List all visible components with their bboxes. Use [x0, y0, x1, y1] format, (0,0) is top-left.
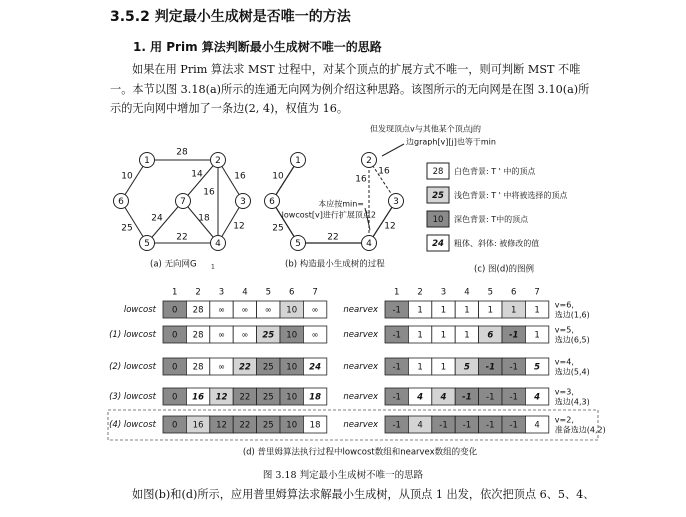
nearvex-cell-value: -1 [486, 392, 495, 403]
nearvex-column-header: 5 [487, 287, 494, 298]
lowcost-cell-value: 16 [192, 420, 204, 431]
lowcost-column-header: 6 [288, 287, 295, 298]
lowcost-cell-value: 25 [262, 420, 274, 431]
legend-swatch-value: 25 [432, 191, 444, 201]
legend-swatch-value: 10 [432, 215, 444, 225]
lowcost-column-header: 1 [171, 287, 178, 298]
lowcost-row-label: (4) lowcost [109, 420, 156, 430]
nearvex-cell-value: 1 [464, 330, 470, 341]
graph-a-caption: (a) 无向网G [150, 259, 197, 270]
nearvex-cell-value: 1 [417, 330, 423, 341]
nearvex-row-label: nearvex [343, 330, 378, 340]
graph-a-edge-weight: 28 [176, 147, 188, 158]
lowcost-row-label: (2) lowcost [109, 362, 156, 372]
graph-b-edge-weight: 10 [272, 171, 284, 182]
graph-b-vertex-label: 2 [366, 156, 372, 166]
lowcost-row-label: (1) lowcost [109, 330, 156, 340]
graph-b-annotation-top: 边graph[v][j]也等于min [406, 137, 496, 147]
graph-b-annotation-mid: 本应按min= [318, 199, 364, 209]
row-note: 选边(4,3) [554, 397, 590, 407]
legend-item-text: 白色背景: T ' 中的顶点 [454, 167, 536, 176]
row-note: 准备选边(4,2) [554, 425, 606, 435]
graph-a-edge-weight: 24 [151, 213, 163, 224]
lowcost-cell-value: 12 [216, 420, 227, 431]
paragraph-1: 如果在用 Prim 算法求 MST 过程中，对某个顶点的扩展方式不唯一，则可判断 MST 不唯一。本节以图 3.18(a)所示的连通无向网为例介绍这种思路。该图所示的无向网是在图 3.10(a)所示的无向网中增加了一条边(2, 4)，权值为 16。 [110, 63, 590, 115]
nearvex-cell-value: 1 [534, 330, 540, 341]
graph-a-vertex-label: 6 [118, 197, 124, 207]
graph-b-edge-weight: 22 [327, 232, 339, 243]
lowcost-cell-value: 28 [192, 330, 204, 341]
lowcost-cell-value: 0 [171, 420, 178, 431]
row-note: v=3, [554, 387, 574, 397]
lowcost-cell-value: ∞ [241, 305, 249, 316]
nearvex-cell-value: -1 [509, 392, 518, 403]
lowcost-cell-value: 10 [286, 330, 298, 341]
nearvex-cell-value: 4 [440, 392, 447, 403]
nearvex-cell-value: 1 [534, 305, 540, 316]
graph-a-edge-weight: 14 [191, 169, 203, 180]
nearvex-cell-value: 1 [464, 305, 470, 316]
nearvex-row-label: nearvex [343, 420, 378, 430]
lowcost-cell-value: 0 [171, 392, 178, 403]
nearvex-cell-value: 1 [440, 305, 447, 316]
graph-b-edge-weight: 25 [272, 223, 284, 234]
figure-caption: 图 3.18 判定最小生成树不唯一的思路 [262, 470, 424, 481]
lowcost-cell-value: ∞ [264, 305, 272, 316]
nearvex-cell-value: -1 [462, 420, 472, 431]
graph-a-vertex-label: 3 [240, 197, 246, 207]
graph-a-edge-weight: 10 [121, 171, 133, 182]
nearvex-cell-value: -1 [462, 392, 472, 403]
graph-b-edge-weight: 12 [384, 221, 396, 232]
lowcost-cell-value: 28 [192, 362, 204, 373]
lowcost-cell-value: ∞ [241, 330, 249, 341]
nearvex-row-label: nearvex [343, 392, 378, 402]
lowcost-column-header: 2 [195, 287, 201, 298]
nearvex-cell-value: -1 [439, 420, 448, 431]
lowcost-cell-value: 12 [215, 392, 228, 403]
lowcost-cell-value: 16 [192, 392, 205, 403]
nearvex-cell-value: 1 [417, 305, 423, 316]
nearvex-cell-value: -1 [486, 420, 495, 431]
legend-item-text: 浅色背景: T ' 中将被选择的顶点 [454, 191, 568, 200]
lowcost-cell-value: 18 [309, 392, 322, 403]
graph-a-edge-weight: 16 [234, 171, 246, 182]
graph-a-edge-weight: 12 [233, 221, 245, 232]
lowcost-cell-value: 0 [171, 330, 178, 341]
section-title: 3.5.2 判定最小生成树是否唯一的方法 [110, 9, 351, 25]
graph-a-edge-weight: 18 [198, 213, 210, 224]
row-note: v=6, [554, 300, 574, 310]
graph-a-edge-weight: 22 [176, 232, 188, 243]
lowcost-cell-value: 0 [171, 305, 178, 316]
nearvex-cell-value: -1 [392, 362, 401, 373]
graph-b-annotation-mid: lowcost[v]进行扩展顶点2 [281, 210, 376, 220]
nearvex-row-label: nearvex [343, 362, 378, 372]
nearvex-cell-value: 1 [440, 362, 447, 373]
lowcost-column-header: 4 [242, 287, 248, 298]
graph-a-caption-subscript: 1 [211, 263, 215, 271]
nearvex-cell-value: -1 [508, 330, 519, 341]
graph-b-edge-weight: 16 [355, 174, 367, 185]
graph-b-vertex-label: 1 [295, 156, 301, 166]
lowcost-row-label: (3) lowcost [109, 392, 156, 402]
lowcost-cell-value: ∞ [217, 305, 226, 316]
lowcost-cell-value: 24 [309, 362, 322, 373]
graph-a-vertex-label: 5 [144, 239, 150, 249]
lowcost-cell-value: 25 [262, 392, 274, 403]
legend-item-text: 粗体、斜体: 被修改的值 [454, 239, 540, 248]
nearvex-cell-value: -1 [392, 420, 401, 431]
nearvex-cell-value: 6 [487, 330, 494, 341]
lowcost-cell-value: 22 [238, 362, 251, 373]
lowcost-cell-value: 22 [239, 392, 251, 403]
graph-b-vertex-label: 6 [269, 197, 275, 207]
graph-a-vertex-label: 7 [180, 197, 186, 207]
row-note: 选边(1,6) [554, 310, 590, 320]
graph-b-vertex-label: 4 [366, 239, 372, 249]
lowcost-cell-value: 0 [171, 362, 178, 373]
lowcost-cell-value: 22 [239, 420, 251, 431]
nearvex-cell-value: -1 [509, 362, 518, 373]
lowcost-cell-value: 25 [262, 362, 274, 373]
lowcost-cell-value: 10 [286, 392, 298, 403]
lowcost-cell-value: ∞ [311, 330, 319, 341]
nearvex-cell-value: -1 [392, 305, 401, 316]
table-caption: (d) 普里姆算法执行过程中lowcost数组和nearvex数组的变化 [242, 447, 478, 458]
nearvex-cell-value: 4 [534, 392, 541, 403]
nearvex-column-header: 1 [393, 287, 400, 298]
lowcost-cell-value: 28 [192, 305, 204, 316]
graph-a-vertex-label: 1 [144, 156, 150, 166]
nearvex-column-header: 6 [510, 287, 517, 298]
graph-a-vertex-label: 4 [215, 239, 221, 249]
lowcost-cell-value: 25 [262, 330, 275, 341]
subsection-title: 1. 用 Prim 算法判断最小生成树不唯一的思路 [133, 40, 382, 54]
legend-swatch-value: 28 [432, 167, 444, 177]
lowcost-cell-value: 10 [286, 362, 298, 373]
nearvex-row-label: nearvex [343, 305, 378, 315]
graph-a-vertex-label: 2 [215, 156, 221, 166]
lowcost-cell-value: ∞ [311, 305, 319, 316]
row-note: v=5, [554, 325, 574, 335]
nearvex-cell-value: 1 [440, 330, 447, 341]
row-note: 选边(6,5) [554, 335, 590, 345]
nearvex-cell-value: 4 [417, 420, 423, 431]
nearvex-cell-value: -1 [509, 420, 518, 431]
nearvex-cell-value: -1 [392, 392, 401, 403]
legend-caption: (c) 图(d)的图例 [474, 264, 535, 275]
lowcost-cell-value: ∞ [217, 330, 226, 341]
nearvex-cell-value: 1 [510, 305, 517, 316]
lowcost-column-header: 3 [218, 287, 225, 298]
nearvex-cell-value: 1 [417, 362, 423, 373]
lowcost-cell-value: 18 [309, 420, 321, 431]
row-note: v=2, [554, 415, 574, 425]
lowcost-cell-value: 10 [286, 305, 298, 316]
paragraph-2: 如图(b)和(d)所示，应用普里姆算法求解最小生成树，从顶点 1 出发，依次把顶点 6、5、4、 [132, 488, 595, 501]
lowcost-cell-value: 10 [286, 420, 298, 431]
lowcost-column-header: 7 [312, 287, 318, 298]
row-note: v=4, [554, 357, 574, 367]
nearvex-cell-value: 4 [417, 392, 424, 403]
lowcost-row-label: lowcost [123, 305, 156, 315]
lowcost-column-header: 5 [265, 287, 272, 298]
annotation-arrow [382, 144, 404, 156]
graph-b-edge-weight: 16 [378, 166, 390, 177]
nearvex-cell-value: 5 [534, 362, 541, 373]
nearvex-column-header: 3 [440, 287, 447, 298]
lowcost-cell-value: ∞ [217, 362, 226, 373]
nearvex-cell-value: 4 [534, 420, 540, 431]
nearvex-column-header: 4 [464, 287, 470, 298]
nearvex-cell-value: 1 [487, 305, 494, 316]
nearvex-column-header: 7 [534, 287, 540, 298]
graph-a-edge-weight: 25 [121, 223, 133, 234]
nearvex-cell-value: 5 [463, 362, 470, 373]
graph-a-edge-weight: 16 [203, 187, 215, 198]
legend-swatch-value: 24 [432, 239, 444, 249]
graph-b-vertex-label: 5 [295, 239, 301, 249]
graph-b-vertex-label: 3 [393, 197, 399, 207]
graph-b-annotation-top: 但发现顶点v与其他某个顶点j的 [370, 124, 481, 134]
row-note: 选边(5,4) [554, 367, 590, 377]
nearvex-cell-value: -1 [485, 362, 496, 373]
legend-item-text: 深色背景: T中的顶点 [454, 215, 529, 224]
nearvex-cell-value: -1 [392, 330, 401, 341]
graph-b-caption: (b) 构造最小生成树的过程 [285, 259, 385, 270]
nearvex-column-header: 2 [417, 287, 423, 298]
